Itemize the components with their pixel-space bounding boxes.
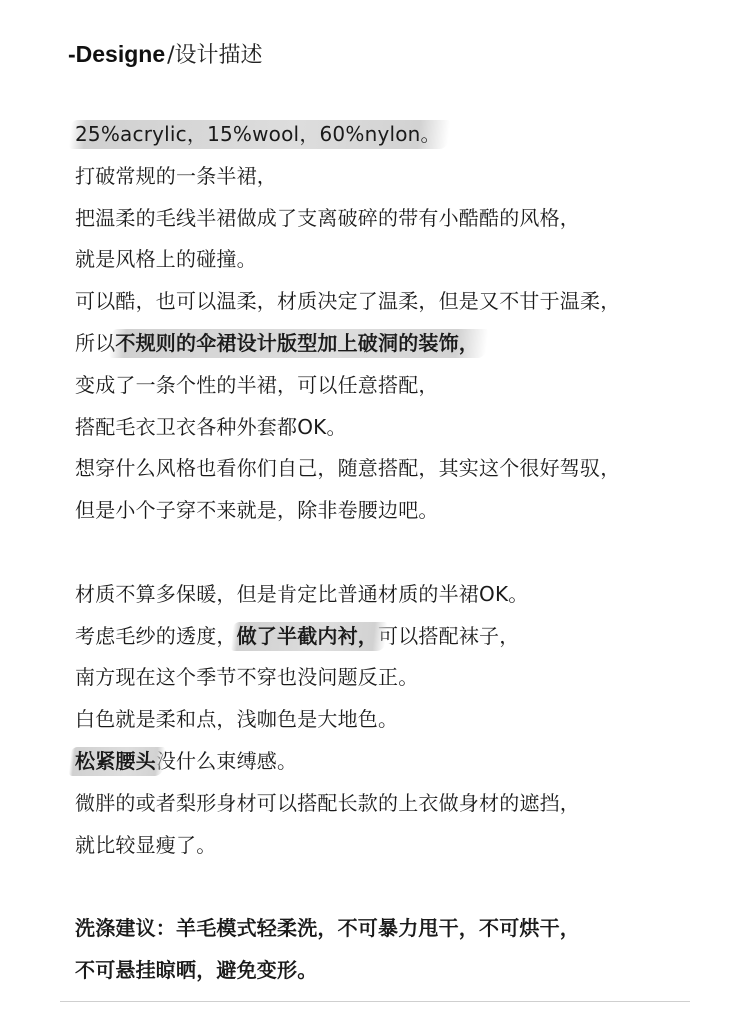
composition-highlight: 25%acrylic，15%wool，60%nylon。 [75,116,441,152]
text-line: 变成了一条个性的半裙，可以任意搭配， [75,372,439,397]
section-header [68,38,263,69]
paragraph-gap [75,534,715,576]
header-title-en: -Designe [68,41,166,67]
text-line-highlighted [75,618,715,660]
composition-line [75,116,715,158]
text-line-highlighted [75,743,715,785]
highlight-design: 不规则的伞裙设计版型加上破洞的装饰， [115,325,479,361]
text-segment: 考虑毛纱的透度， [75,623,237,648]
text-line: 材质不算多保暖，但是肯定比普通材质的半裙OK。 [75,581,529,606]
text-line: 搭配毛衣卫衣各种外套都OK。 [75,414,347,439]
text-line: 把温柔的毛线半裙做成了支离破碎的带有小酷酷的风格， [75,205,580,230]
text-line: 南方现在这个季节不穿也没问题反正。 [75,665,419,690]
header-title-cn: /设计描述 [167,43,263,68]
bottom-divider [60,1001,690,1002]
care-instructions-line: 洗涤建议：羊毛模式轻柔洗，不可暴力甩干，不可烘干， [75,916,580,941]
text-line: 但是小个子穿不来就是，除非卷腰边吧。 [75,498,439,523]
highlight-lining: 做了半截内衬， [237,618,378,654]
text-line: 打破常规的一条半裙， [75,163,277,188]
text-segment: 可以搭配袜子， [378,623,520,648]
text-line: 微胖的或者梨形身材可以搭配长款的上衣做身材的遮挡， [75,790,580,815]
care-instructions-line: 不可悬挂晾晒，避免变形。 [75,957,318,982]
text-line: 就比较显瘦了。 [75,832,217,857]
text-segment: 没什么束缚感。 [155,748,298,773]
paragraph-gap [75,868,715,910]
text-line: 可以酷，也可以温柔，材质决定了温柔，但是又不甘于温柔， [75,289,621,314]
description-body [75,116,715,994]
text-line-highlighted [75,325,715,367]
text-segment: 所以 [75,330,116,355]
highlight-waistband: 松紧腰头 [75,743,156,779]
text-line: 就是风格上的碰撞。 [75,247,257,272]
text-line: 白色就是柔和点，浅咖色是大地色。 [75,707,399,732]
text-line: 想穿什么风格也看你们自己，随意搭配，其实这个很好驾驭， [75,456,621,481]
